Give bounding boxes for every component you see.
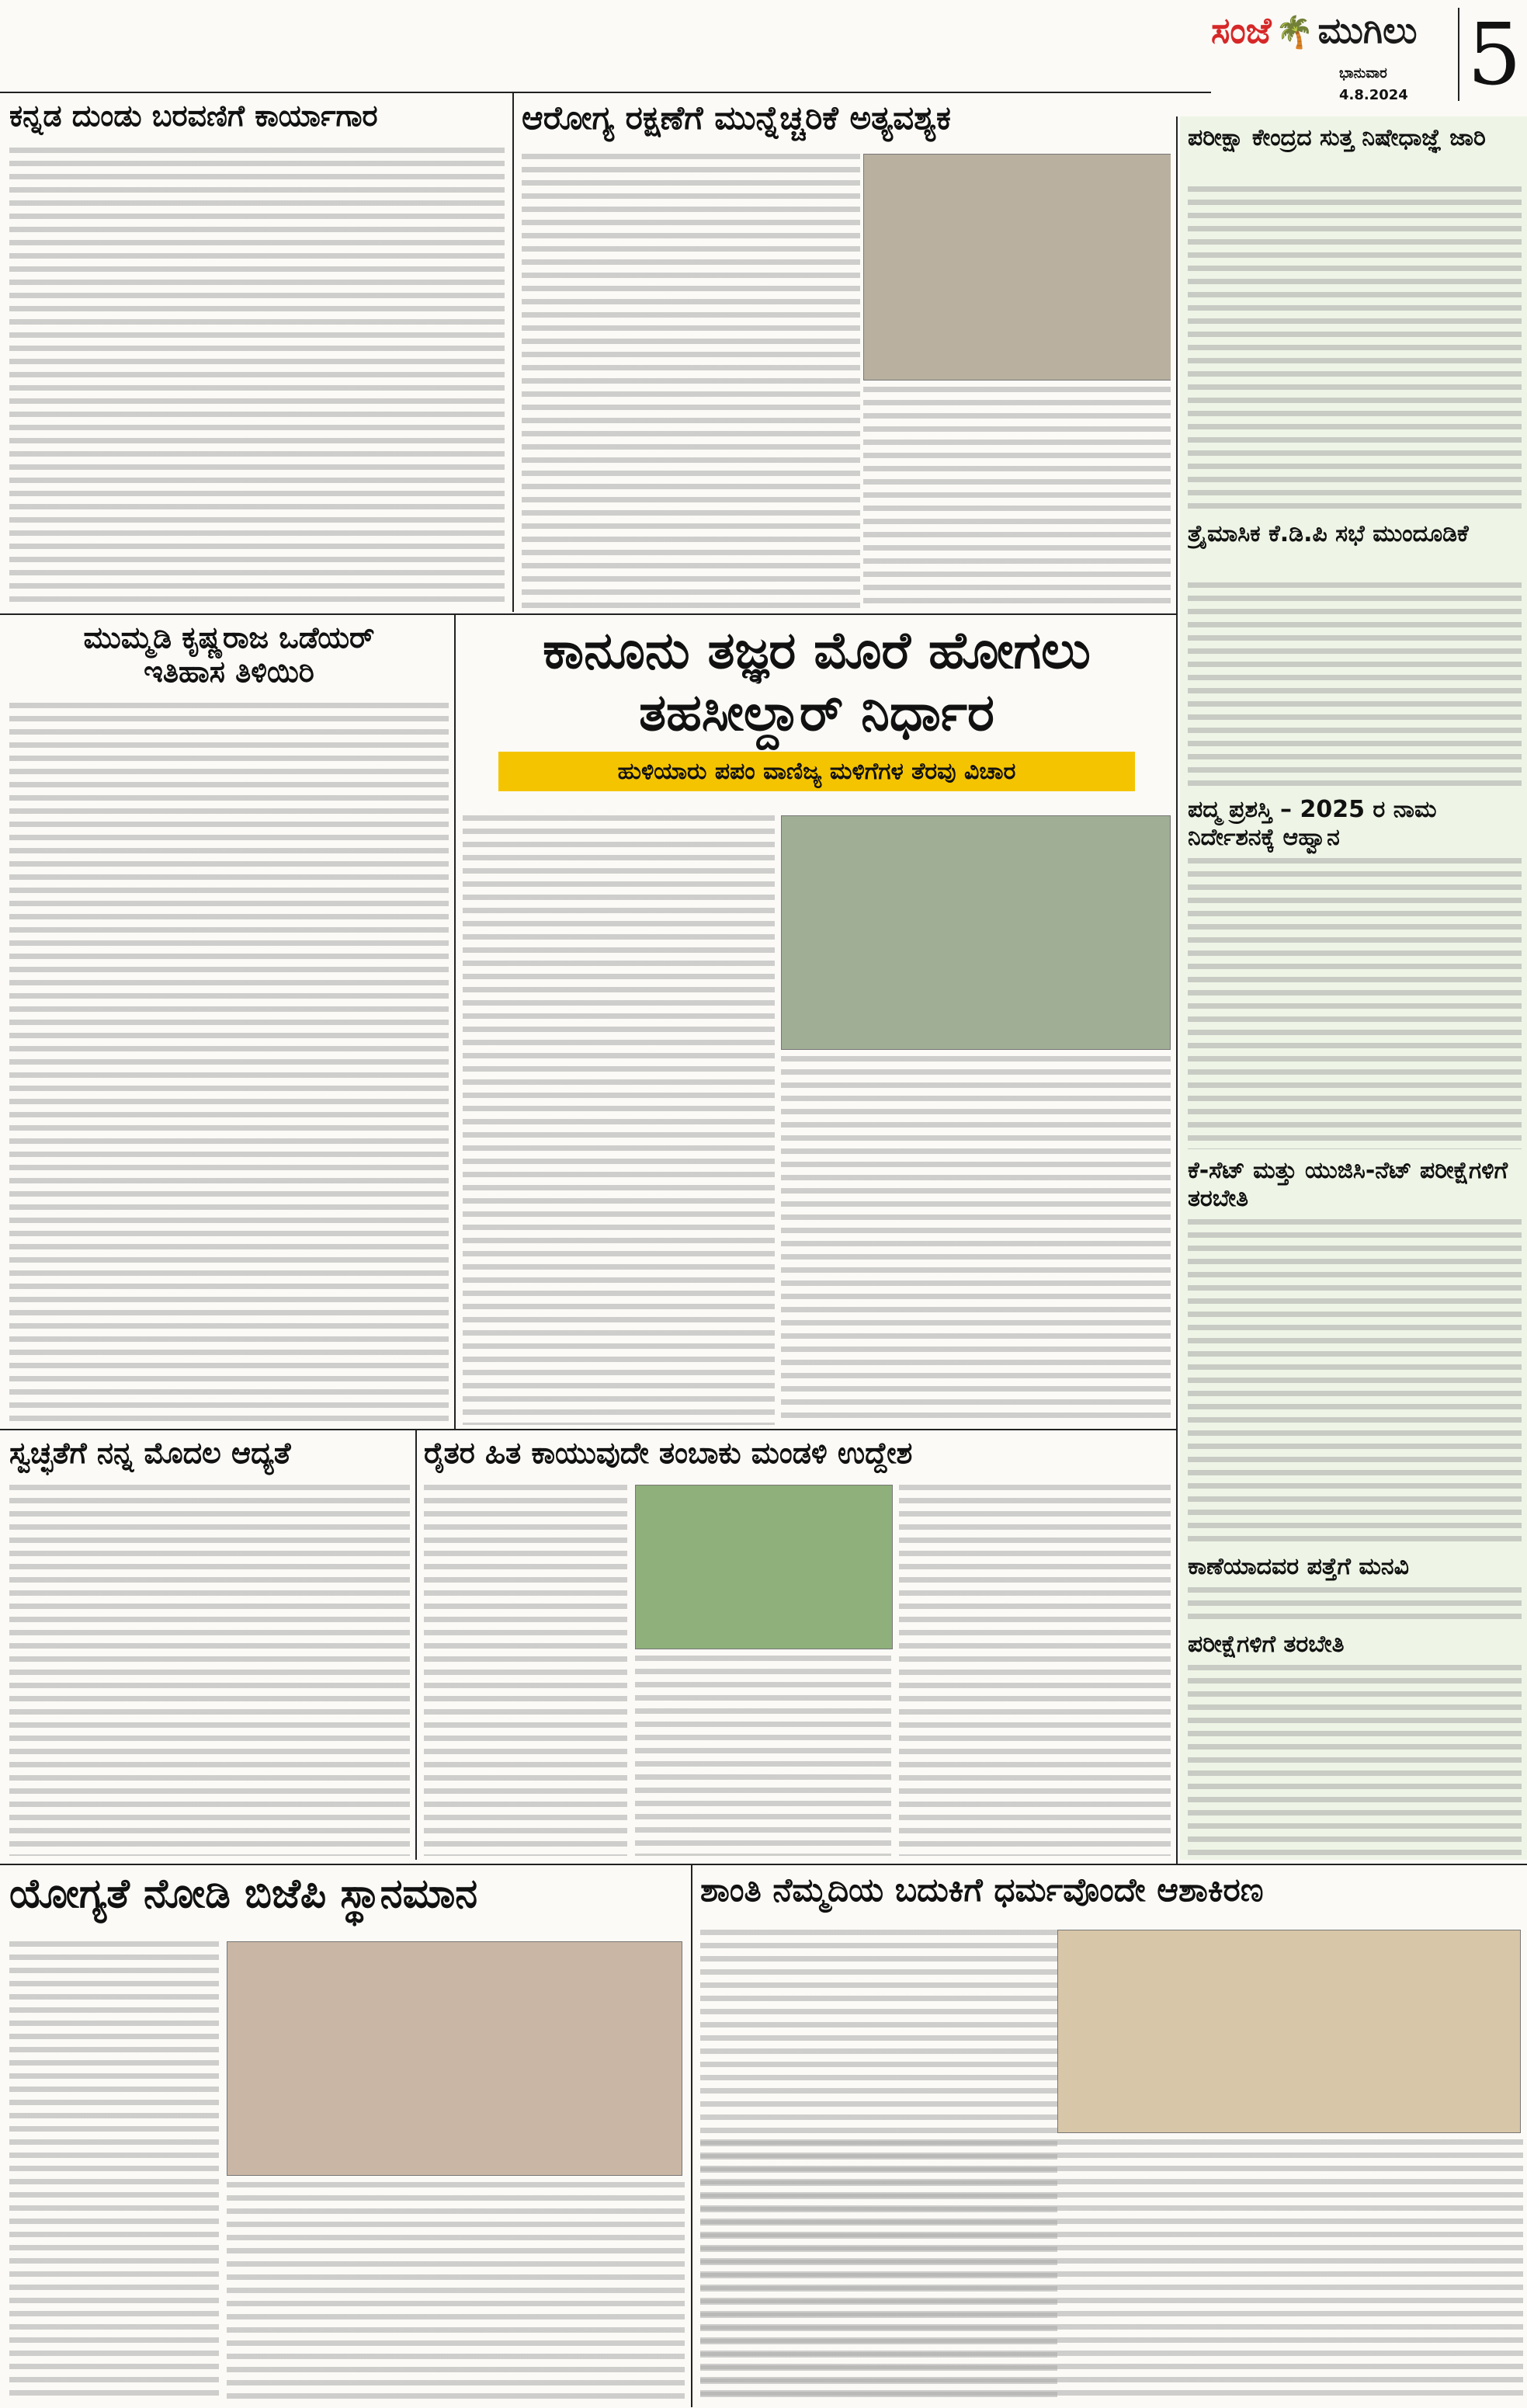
- article-exam-centre: [1188, 124, 1522, 513]
- article-headline: ಶಾಂತಿ ನೆಮ್ಮದಿಯ ಬದುಕಿಗೆ ಧರ್ಮವೊಂದೇ ಆಶಾಕಿರಣ: [700, 1871, 1264, 1909]
- article-body-text: [1188, 1219, 1522, 1545]
- article-body-text: [1188, 186, 1522, 513]
- article-body-text: [9, 1485, 410, 1856]
- article-headline-line1: ಕಾನೂನು ತಜ್ಞರ ಮೊರೆ ಹೋಗಲು: [543, 621, 1091, 680]
- article-body-text: [9, 703, 449, 1425]
- article-headline-line2: ತಹಸೀಲ್ದಾರ್ ನಿರ್ಧಾರ: [639, 682, 994, 742]
- article-body-text: [1188, 1587, 1522, 1623]
- sidebar: [1180, 116, 1527, 1860]
- article-body-text: [227, 2182, 685, 2403]
- masthead-date: 4.8.2024: [1339, 87, 1408, 103]
- article-dharma: [700, 1871, 1523, 2403]
- article-headline: ಪರೀಕ್ಷೆಗಳಿಗೆ ತರಬೇತಿ: [1188, 1631, 1345, 1658]
- article-headline: ಕೆ-ಸೆಟ್ ಮತ್ತು ಯುಜಿಸಿ-ನೆಟ್ ಪರೀಕ್ಷೆಗಳಿಗೆ ತರಬೇತಿ: [1188, 1157, 1508, 1212]
- article-headline: ಕನ್ನಡ ದುಂಡು ಬರವಣಿಗೆ ಕಾರ್ಯಾಗಾರ: [9, 99, 378, 133]
- article-mummadi: [9, 621, 449, 1425]
- article-headline: ಪದ್ಮ ಪ್ರಶಸ್ತಿ – 2025 ರ ನಾಮ ನಿರ್ದೇಶನಕ್ಕೆ ಆಹ್ವಾನ: [1188, 796, 1437, 851]
- article-headline: ಮುಮ್ಮಡಿ ಕೃಷ್ಣರಾಜ ಒಡೆಯರ್ ಇತಿಹಾಸ ತಿಳಿಯಿರಿ: [83, 621, 375, 689]
- article-body-text: [863, 387, 1171, 608]
- article-photo: [635, 1485, 893, 1649]
- masthead: [1211, 0, 1527, 124]
- masthead-title-part1: ಸಂಜೆ: [1211, 9, 1272, 51]
- article-kset: [1188, 1157, 1522, 1545]
- article-subheadline: ಹುಳಿಯಾರು ಪಪಂ ವಾಣಿಜ್ಯ ಮಳಿಗೆಗಳ ತೆರವು ವಿಚಾರ: [498, 752, 1135, 791]
- article-body-text: [1188, 1665, 1522, 1856]
- article-headline: ತ್ರೈಮಾಸಿಕ ಕೆ.ಡಿ.ಪಿ ಸಭೆ ಮುಂದೂಡಿಕೆ: [1188, 520, 1469, 547]
- article-photo: [863, 154, 1171, 380]
- article-body-text: [899, 1485, 1171, 1856]
- article-body-text: [781, 1056, 1171, 1425]
- article-photo: [227, 1941, 682, 2176]
- masthead-logo: [1211, 9, 1444, 64]
- article-headline: ಪರೀಕ್ಷಾ ಕೇಂದ್ರದ ಸುತ್ತ ನಿಷೇಧಾಜ್ಞೆ ಜಾರಿ: [1188, 124, 1486, 151]
- article-bjp: [9, 1871, 685, 2403]
- article-body-text: [1188, 582, 1522, 788]
- article-tahsildar: [463, 621, 1171, 1425]
- article-body-text: [1188, 858, 1522, 1149]
- masthead-day: ಭಾನುವಾರ: [1339, 65, 1387, 82]
- article-padma-awards: [1188, 796, 1522, 1149]
- article-kdp-meeting: [1188, 520, 1522, 788]
- article-body-text: [463, 815, 775, 1425]
- article-body-text: [424, 1485, 627, 1856]
- article-body-text: [522, 154, 860, 608]
- page-number: 5: [1467, 5, 1522, 104]
- article-photo: [1057, 1930, 1521, 2133]
- article-headline: ಸ್ವಚ್ಛತೆಗೆ ನನ್ನ ಮೊದಲ ಆದ್ಯತೆ: [9, 1437, 291, 1470]
- article-exam-training: [1188, 1631, 1522, 1856]
- article-body-text: [9, 1941, 219, 2403]
- article-health: [522, 99, 1171, 608]
- masthead-title-part2: ಮುಗಿಲು: [1317, 9, 1418, 51]
- article-body-text: [635, 1656, 891, 1856]
- article-cleanliness: [9, 1437, 410, 1856]
- article-headline: ರೈತರ ಹಿತ ಕಾಯುವುದೇ ತಂಬಾಕು ಮಂಡಳಿ ಉದ್ದೇಶ: [424, 1437, 913, 1470]
- article-headline: ಆರೋಗ್ಯ ರಕ್ಷಣೆಗೆ ಮುನ್ನೆಚ್ಚರಿಕೆ ಅತ್ಯವಶ್ಯಕ: [522, 99, 951, 137]
- article-headline: ಕಾಣೆಯಾದವರ ಪತ್ತೆಗೆ ಮನವಿ: [1188, 1553, 1409, 1580]
- article-kannada-workshop: [9, 99, 505, 608]
- article-body-text: [9, 148, 505, 608]
- article-missing-person: [1188, 1553, 1522, 1623]
- palm-tree-icon: 🌴: [1275, 15, 1314, 50]
- article-headline: ಯೋಗ್ಯತೆ ನೋಡಿ ಬಿಜೆಪಿ ಸ್ಥಾನಮಾನ: [9, 1871, 478, 1917]
- article-photo: [781, 815, 1171, 1050]
- article-body-text: [700, 2139, 1523, 2403]
- article-tobacco: [424, 1437, 1171, 1856]
